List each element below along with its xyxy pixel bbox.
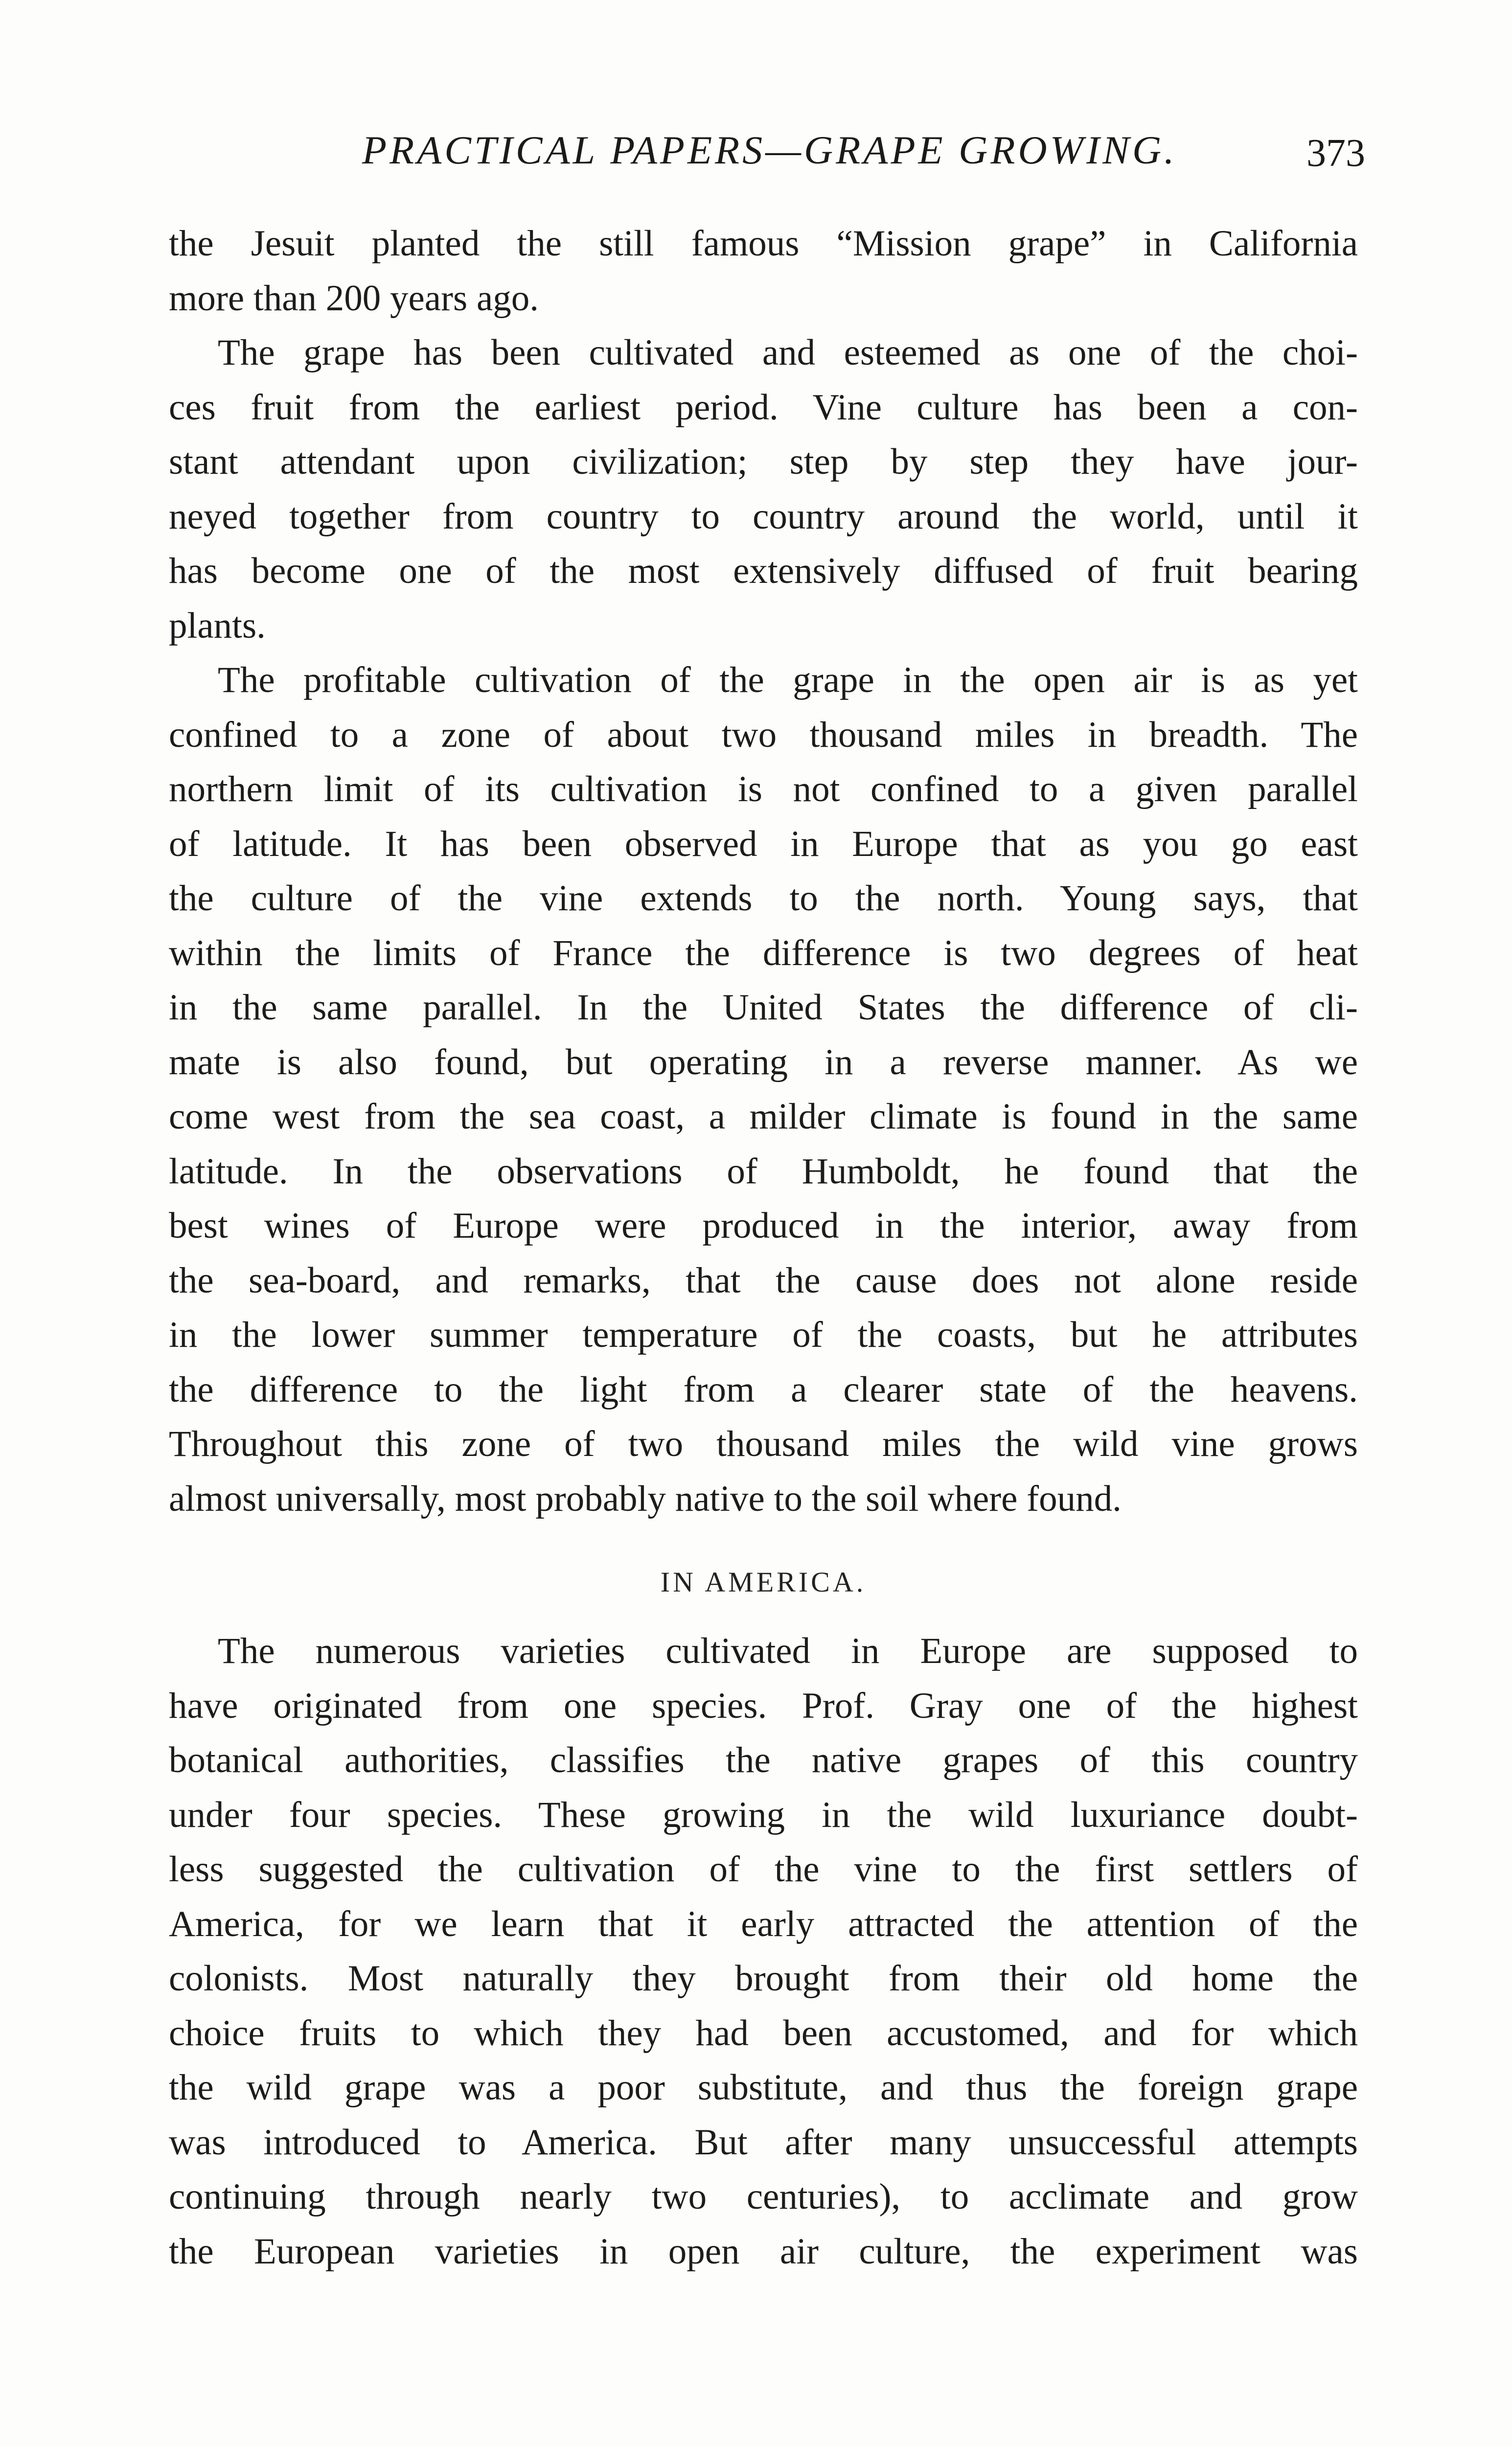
text-line: the sea-board, and remarks, that the cause does not alone reside: [169, 1260, 1358, 1301]
text-line: northern limit of its cultivation is not confined to a given parallel: [169, 769, 1358, 809]
running-head: PRACTICAL PAPERS—GRAPE GROWING.: [362, 128, 1177, 172]
text-line: confined to a zone of about two thousand miles in breadth. The: [169, 714, 1358, 755]
text-line: The grape has been cultivated and esteemed as one of the choi-: [218, 332, 1358, 373]
page-header: [362, 127, 1365, 181]
text-line: mate is also found, but operating in a reverse manner. As we: [169, 1041, 1358, 1083]
page-number: 373: [1306, 132, 1365, 175]
text-line: of latitude. It has been observed in Europe that as you go east: [169, 823, 1358, 864]
text-line: the difference to the light from a clearer state of the heavens.: [169, 1369, 1358, 1410]
text-line: America, for we learn that it early attracted the attention of the: [169, 1903, 1358, 1944]
text-line: have originated from one species. Prof. Gray one of the highest: [169, 1685, 1358, 1726]
text-line: the culture of the vine extends to the north. Young says, that: [169, 878, 1358, 919]
text-line: stant attendant upon civilization; step by step they have jour-: [169, 441, 1358, 482]
text-line: botanical authorities, classifies the native grapes of this country: [169, 1740, 1358, 1780]
text-line: less suggested the cultivation of the vine to the first settlers of: [169, 1849, 1358, 1890]
text-line: almost universally, most probably native to the soil where found.: [169, 1478, 1122, 1519]
text-line: neyed together from country to country around the world, until it: [169, 496, 1358, 537]
body-text: [169, 216, 1358, 2279]
text-line: was introduced to America. But after many unsuccessful attempts: [169, 2122, 1358, 2163]
text-line: latitude. In the observations of Humboldt, he found that the: [169, 1151, 1358, 1192]
text-line: in the lower summer temperature of the coasts, but he attributes: [169, 1315, 1358, 1355]
text-line: plants.: [169, 605, 266, 646]
text-line: ces fruit from the earliest period. Vine culture has been a con-: [169, 387, 1358, 428]
text-line: has become one of the most extensively diffused of fruit bearing: [169, 551, 1358, 591]
text-line: choice fruits to which they had been accustomed, and for which: [169, 2012, 1358, 2054]
text-line: the European varieties in open air culture, the experiment was: [169, 2231, 1358, 2272]
text-line: continuing through nearly two centuries), to acclimate and grow: [169, 2176, 1358, 2217]
text-line: within the limits of France the difference is two degrees of heat: [169, 932, 1358, 973]
text-line: the Jesuit planted the still famous “Mission grape” in California: [169, 223, 1358, 264]
text-line: the wild grape was a poor substitute, and thus the foreign grape: [169, 2067, 1358, 2108]
text-line: best wines of Europe were produced in the interior, away from: [169, 1205, 1358, 1246]
section-heading: IN AMERICA.: [660, 1566, 867, 1598]
spacer: [169, 1526, 1358, 1541]
text-line: more than 200 years ago.: [169, 277, 539, 319]
text-line: under four species. These growing in the wild luxuriance doubt-: [169, 1794, 1358, 1835]
text-line: come west from the sea coast, a milder climate is found in the same: [169, 1096, 1358, 1137]
text-line: in the same parallel. In the United States the difference of cli-: [169, 987, 1358, 1028]
text-line: The numerous varieties cultivated in Europe are supposed to: [218, 1631, 1358, 1671]
text-line: colonists. Most naturally they brought from their old home the: [169, 1958, 1358, 1999]
text-line: Throughout this zone of two thousand miles the wild vine grows: [169, 1424, 1358, 1464]
text-line: The profitable cultivation of the grape in the open air is as yet: [218, 660, 1358, 700]
